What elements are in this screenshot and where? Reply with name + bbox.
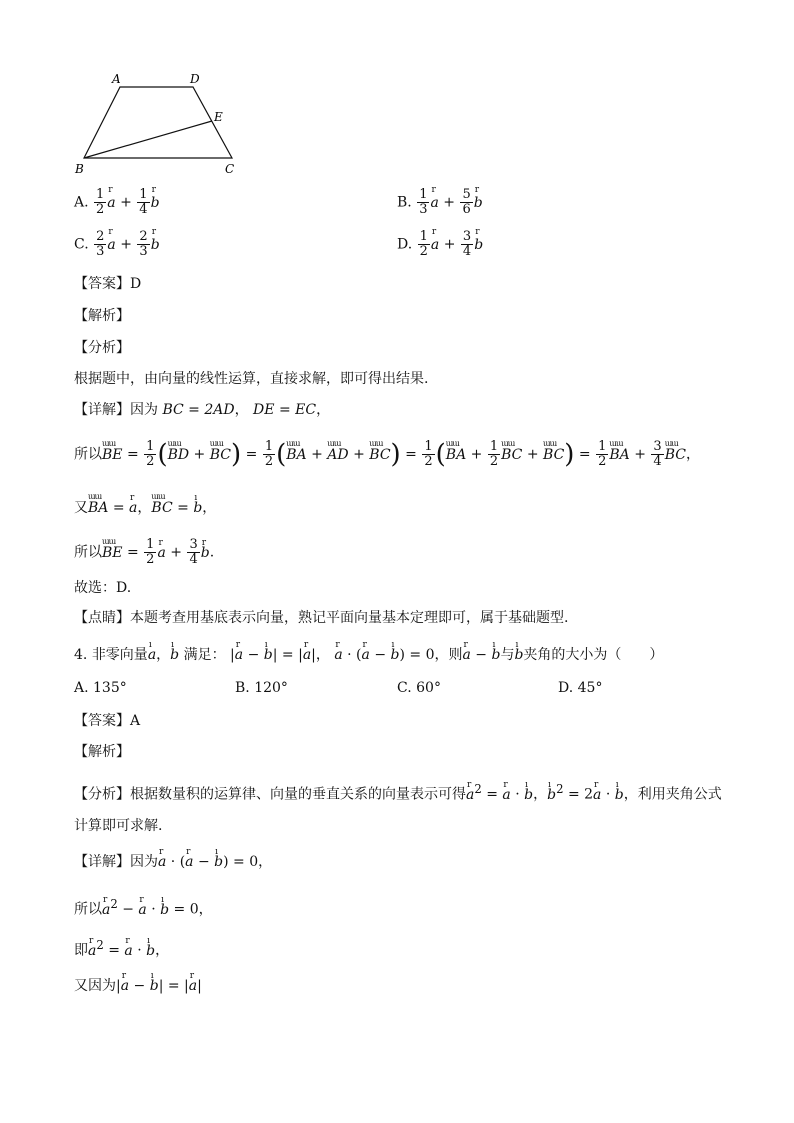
q4-option-d: D. 45° (558, 680, 603, 696)
q3-option-d: D. $\frac{1}{2}$ r a + $\frac{3}{4}$ r b (397, 230, 483, 259)
q3-dianjing: 【点睛】本题考查用基底表示向量，熟记平面向量基本定理即可，属于基础题型. (74, 610, 569, 626)
q3-option-b: B. $\frac{1}{3}$ r a + $\frac{5}{6}$ r b (397, 188, 483, 217)
point-label-c: C (225, 162, 235, 176)
point-label-b: B (75, 162, 84, 176)
q3-answer: 【答案】D (74, 276, 142, 292)
q4-option-a: A. 135° (74, 680, 127, 696)
q3-option-c: C. $\frac{2}{3}$ r a + $\frac{2}{3}$ r b (74, 230, 160, 259)
point-label-d: D (190, 72, 200, 86)
q4-jiexi-heading: 【解析】 (74, 744, 130, 760)
q4-step-3: 又因为|r a − ı b| = |r a| (74, 976, 202, 996)
q4-detail-line: 【详解】因为r a · (r a − ı b) = 0， (74, 852, 272, 872)
q3-be-expansion: 所以ɯɯ BE = $\frac{1}{2}$ (ɯɯ BD + ɯɯ BC) = $\frac{1}{2}$ (ɯɯ BA + ɯɯ AD + ɯɯ BC) = $\frac{1}{2}$ (ɯɯ BA + $\frac{1}{2}$ ɯɯ BC + ɯɯ BC) = $\frac{1}{2}$ ɯɯ BA + $\frac{3}{4}$ ɯɯ BC， (74, 440, 700, 469)
q4-answer: 【答案】A (74, 713, 141, 729)
q3-result-line: 所以ɯɯ BE = $\frac{1}{2}$ r a + $\frac{3}{4}$ r b. (74, 538, 214, 567)
q3-basis-line: 又ɯɯ BA = r a，ɯɯ BC = ı b， (74, 498, 216, 518)
q3-jiexi-heading: 【解析】 (74, 308, 130, 324)
point-label-e: E (214, 110, 223, 124)
q4-step-1: 所以r $a^2 - r$ a · ı b = 0， (74, 894, 213, 920)
trapezoid-figure (70, 68, 250, 180)
q4-stem: 4. 非零向量ı a，ı b 满足： |r a − ı b| = |r a|， r a · (r a − ı b) = 0，则r a − ı b与ı b夹角的大小为（ ） (74, 645, 663, 665)
q4-step-2: 即r $a^2 = r$ a · ı b， (74, 935, 169, 961)
q4-fenxi-line1: 【分析】根据数量积的运算律、向量的垂直关系的向量表示可得r $a^2 = r$ a · ı b，ı $b^2 = 2r$ a · ı b，利用夹角公式 (74, 779, 722, 805)
q4-fenxi-line2: 计算即可求解. (74, 818, 163, 834)
q3-option-a: A. $\frac{1}{2}$ r a + $\frac{1}{4}$ r b (74, 188, 160, 217)
q4-option-c: C. 60° (397, 680, 441, 696)
q4-option-b: B. 120° (235, 680, 288, 696)
q3-conclusion: 故选：D. (74, 580, 132, 596)
q3-detail-line: 【详解】因为 BC = 2AD， DE = EC， (74, 402, 331, 418)
point-label-a: A (112, 72, 121, 86)
q3-fenxi-text: 根据题中，由向量的线性运算，直接求解，即可得出结果. (74, 371, 429, 387)
q3-fenxi-heading: 【分析】 (74, 340, 130, 356)
